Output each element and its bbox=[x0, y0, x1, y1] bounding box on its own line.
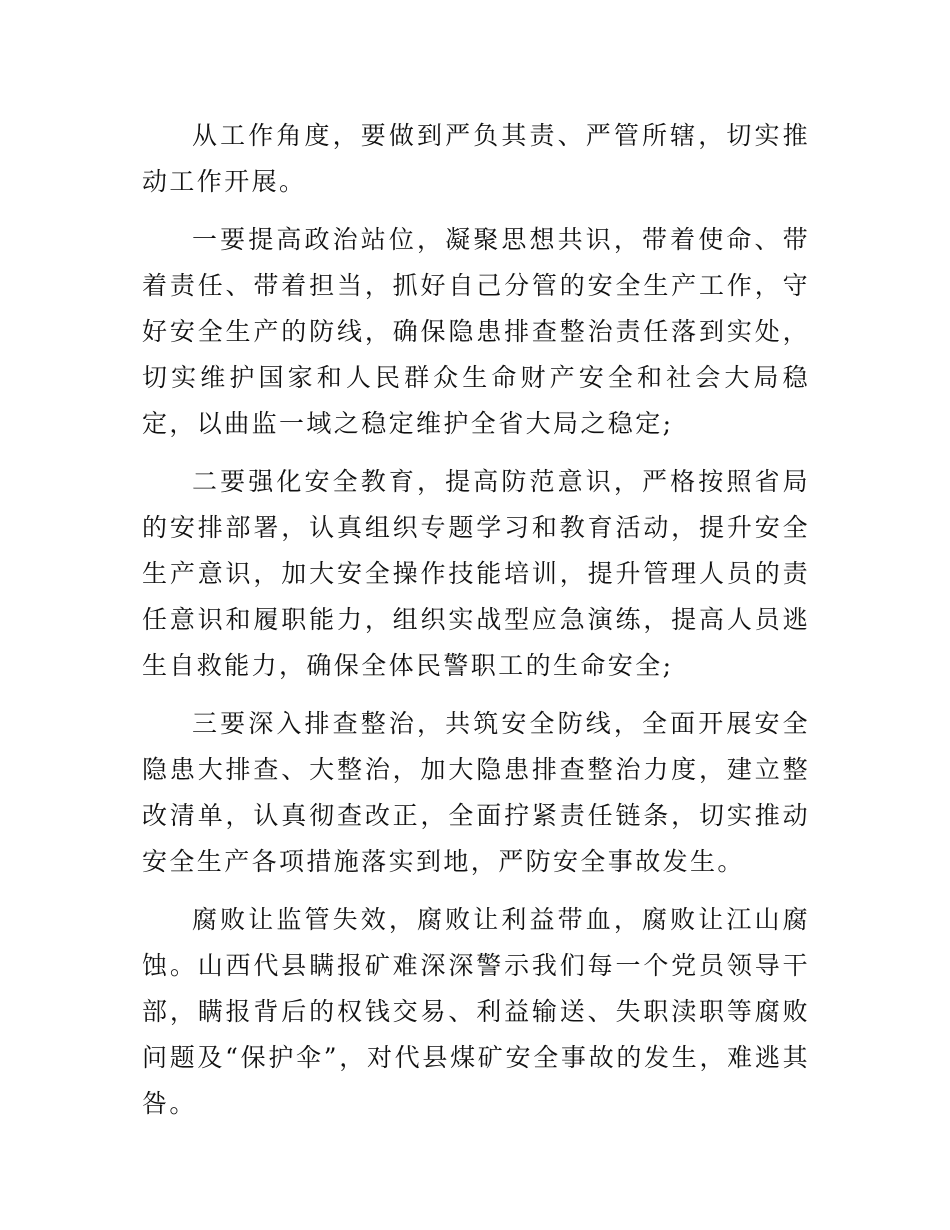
document-body bbox=[142, 113, 810, 1139]
paragraph-point-one: 一要提高政治站位，凝聚思想共识，带着使命、带着责任、带着担当，抓好自己分管的安全生产工作，守好安全生产的防线，确保隐患排查整治责任落到实处，切实维护国家和人民群众生命财产安全和社会大局稳定，以曲监一域之稳定维护全省大局之稳定; bbox=[142, 225, 810, 438]
paragraph-point-three: 三要深入排查整治，共筑安全防线，全面开展安全隐患大排查、大整治，加大隐患排查整治力度，建立整改清单，认真彻查改正，全面拧紧责任链条，切实推动安全生产各项措施落实到地，严防安全事故发生。 bbox=[142, 709, 810, 876]
paragraph-point-two: 二要强化安全教育，提高防范意识，严格按照省局的安排部署，认真组织专题学习和教育活动，提升安全生产意识，加大安全操作技能培训，提升管理人员的责任意识和履职能力，组织实战型应急演练，提高人员逃生自救能力，确保全体民警职工的生命安全; bbox=[142, 467, 810, 680]
paragraph-corruption-warning: 腐败让监管失效，腐败让利益带血，腐败让江山腐蚀。山西代县瞒报矿难深深警示我们每一个党员领导干部，瞒报背后的权钱交易、利益输送、失职渎职等腐败问题及“保护伞”，对代县煤矿安全事故的发生，难逃其咎。 bbox=[142, 905, 810, 1118]
paragraph-intro: 从工作角度，要做到严负其责、严管所辖，切实推动工作开展。 bbox=[142, 121, 810, 196]
